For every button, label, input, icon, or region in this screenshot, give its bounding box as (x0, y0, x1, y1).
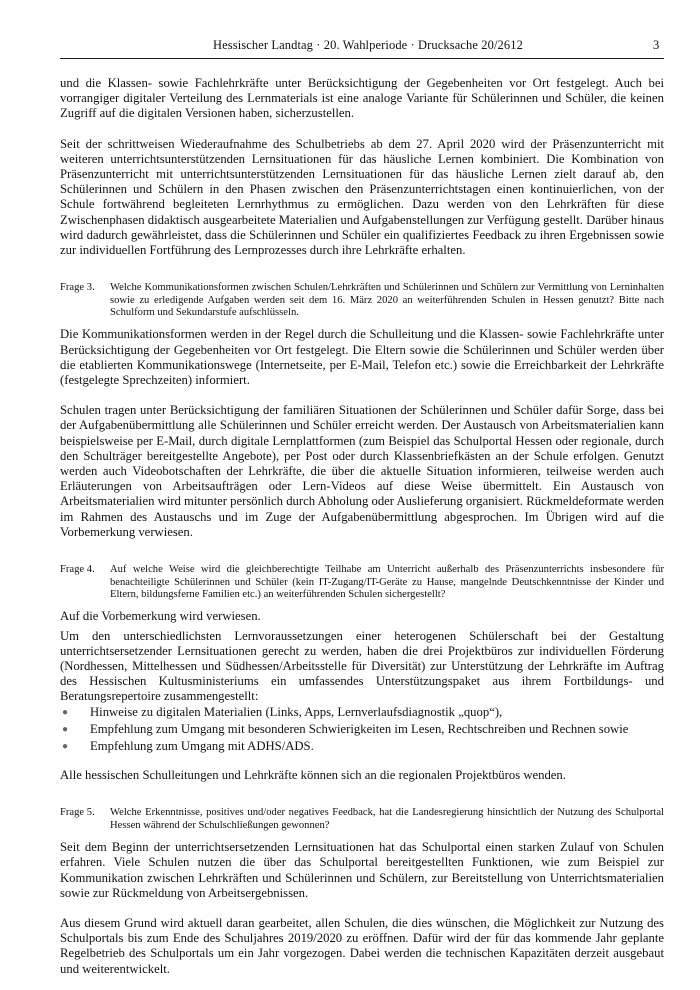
question-3 (60, 282, 664, 319)
answer-5-paragraph-2: Aus diesem Grund wird aktuell daran gearbeitet, allen Schulen, die dies wünschen, die Möglichkeit zur Nutzung des Schulportals bis zum Ende des Schuljahres 2019/2020 zu eröffnen. Dafür wird der für das kommende Jahr geplante Regelbetrieb des Schulportals um ein Jahr vorgezogen. Dabei werden die technischen Kapazitäten derzeit ausgebaut und weiterentwickelt. (60, 915, 664, 976)
bullet-dot-icon: ● (62, 740, 69, 752)
list-item (60, 739, 664, 754)
question-3-text: Welche Kommunikationsformen zwischen Schulen/Lehrkräften und Schülerinnen und Schülern zur Vermittlung von Lerninhalten sowie zu erledigende Aufgaben werden seit dem 16. März 2020 an weiterführenden Schulen in Hessen genutzt? Bitte nach Schulform und Sekundarstufe aufschlüsseln. (110, 282, 664, 319)
question-4-text: Auf welche Weise wird die gleichberechtigte Teilhabe am Unterricht außerhalb des Präsenzunterrichts insbesondere für benachteiligte Schülerinnen und Schüler (kein IT-Zugang/IT-Geräte zu Hause, mangelnde Deutschkenntnisse der Kinder und Eltern, bildungsferne Familien etc.) an weiterführenden Schulen sichergestellt? (110, 564, 664, 600)
header-rule (60, 58, 664, 59)
header-text: Hessischer Landtag · 20. Wahlperiode · Drucksache 20/2612 (213, 38, 523, 52)
answer-5-paragraph-1: Seit dem Beginn der unterrichtsersetzenden Lernsituationen hat das Schulportal einen starken Zulauf von Schulen erfahren. Viele Schulen nutzen die über das Schulportal bereitgestellten Funktionen, wie zum Beispiel zur Kommunikation zwischen Lehrkräften und Schülerinnen und Schülern, zur Bereitstellung von Unterrichtsmaterialien sowie zur Rückmeldung von Arbeitsergebnissen. (60, 840, 664, 900)
page-number: 3 (653, 38, 660, 52)
paragraph-1: und die Klassen- sowie Fachlehrkräfte unter Berücksichtigung der Gegebenheiten vor Ort festgelegt. Auch bei vorrangiger digitaler Verteilung des Lernmaterials ist eine analoge Variante für Schülerinnen und Schüler, die keinen Zugriff auf die digitalen Versionen haben, sicherzustellen. (60, 76, 664, 121)
list-item-text: Empfehlung zum Umgang mit besonderen Schwierigkeiten im Lesen, Rechtschreiben und Rechnen sowie (90, 721, 629, 736)
question-4-label: Frage 4. (60, 564, 95, 576)
document-body (60, 76, 664, 977)
list-item (60, 705, 664, 720)
answer-3-paragraph-1: Die Kommunikationsformen werden in der Regel durch die Schulleitung und die Klassen- sowie Fachlehrkräfte unter Berücksichtigung der Gegebenheiten vor Ort festgelegt. Die Eltern sowie die Schülerinnen und Schüler werden über die etablierten Kommunikationswege (Internetseite, per E-Mail, Telefon etc.) sowie die Erreichbarkeit der Lehrkräfte (festgelegte Sprechzeiten) informiert. (60, 327, 664, 388)
list-item-text: Hinweise zu digitalen Materialien (Links, Apps, Lernverlaufsdiagnostik „quop“), (90, 704, 503, 719)
answer-4-paragraph-3: Alle hessischen Schulleitungen und Lehrkräfte können sich an die regionalen Projektbüros wenden. (60, 768, 566, 783)
page-header (0, 38, 700, 58)
question-5 (60, 807, 664, 832)
question-5-text: Welche Erkenntnisse, positives und/oder negatives Feedback, hat die Landesregierung hinsichtlich der Nutzung des Schulportal Hessen während der Schulschließungen gewonnen? (110, 807, 664, 831)
list-item (60, 722, 664, 737)
answer-4-bullet-list (60, 705, 664, 755)
bullet-dot-icon: ● (62, 723, 69, 735)
bullet-dot-icon: ● (62, 706, 69, 718)
list-item-text: Empfehlung zum Umgang mit ADHS/ADS. (90, 738, 314, 753)
question-3-label: Frage 3. (60, 282, 95, 294)
paragraph-2: Seit der schrittweisen Wiederaufnahme des Schulbetriebs ab dem 27. April 2020 wird der Präsenzunterricht mit weiteren unterrichtsunterstützenden Lernsituationen für das häusliche Lernen kombiniert. Die Kombination von Präsenzunterricht mit unterrichtsunterstützenden Lernsituationen für das häusliche Lernen zielt darauf ab, den Schülerinnen und Schülern in den Phasen zwischen den Präsenzunterrichtstagen einen kontinuierlichen, von der Schule fortwährend begleiteten Lernrhythmus zu ermöglichen. Dazu werden von den Lehrkräften für diese Zwischenphasen didaktisch ausgearbeitete Materialien und Aufgabenstellungen zur Verfügung gestellt. Darüber hinaus wird dadurch gewährleistet, dass die Schülerinnen und Schüler ein qualifiziertes Feedback zu ihren Ergebnissen sowie zur individuellen Fortführung des Lernprozesses durch ihre Lehrkräfte erhalten. (60, 136, 664, 258)
question-5-label: Frage 5. (60, 807, 95, 819)
answer-4-paragraph-1: Auf die Vorbemerkung wird verwiesen. (60, 609, 261, 624)
answer-4-paragraph-2: Um den unterschiedlichsten Lernvoraussetzungen einer heterogenen Schülerschaft bei der Gestaltung unterrichtsersetzender Lernsituationen gerecht zu werden, haben die drei Projektbüros zur individuellen Förderung (Nordhessen, Mittelhessen und Südhessen/Arbeitsstelle für Diversität) zur Unterstützung der Lehrkräfte im Auftrag des Hessischen Kultusministeriums ein umfassendes Unterstützungspaket aus ihrem Fortbildungs- und Beratungsrepertoire zusammengestellt: (60, 628, 664, 704)
answer-3-paragraph-2: Schulen tragen unter Berücksichtigung der familiären Situationen der Schülerinnen und Schüler dafür Sorge, dass bei der Aufgabenübermittlung alle Schülerinnen und Schüler erreicht werden. Der Austausch von Arbeitsmaterialien kann beispielsweise per E-Mail, durch digitale Lernplattformen (zum Beispiel das Schulportal Hessen oder regionale, durch den Schulträger bereitgestellte Angebote), per Post oder durch Klassenbriefkästen an der Schule erfolgen. Genutzt werden auch Videobotschaften der Lehrkräfte, die über die aktuelle Situation informieren, teilweise werden auch Erläuterungen von Arbeitsaufträgen oder Lern-Videos auf diese Weise übermittelt. Ein Austausch von Arbeitsmaterialien wird mitunter persönlich durch Abholung oder Auslieferung organisiert. Rückmeldeformate werden im Rahmen des Austauschs und im Zuge der Aufgabenübermittlung abgesprochen. Im Übrigen wird auf die Vorbemerkung verwiesen. (60, 403, 665, 539)
question-4 (60, 564, 664, 601)
